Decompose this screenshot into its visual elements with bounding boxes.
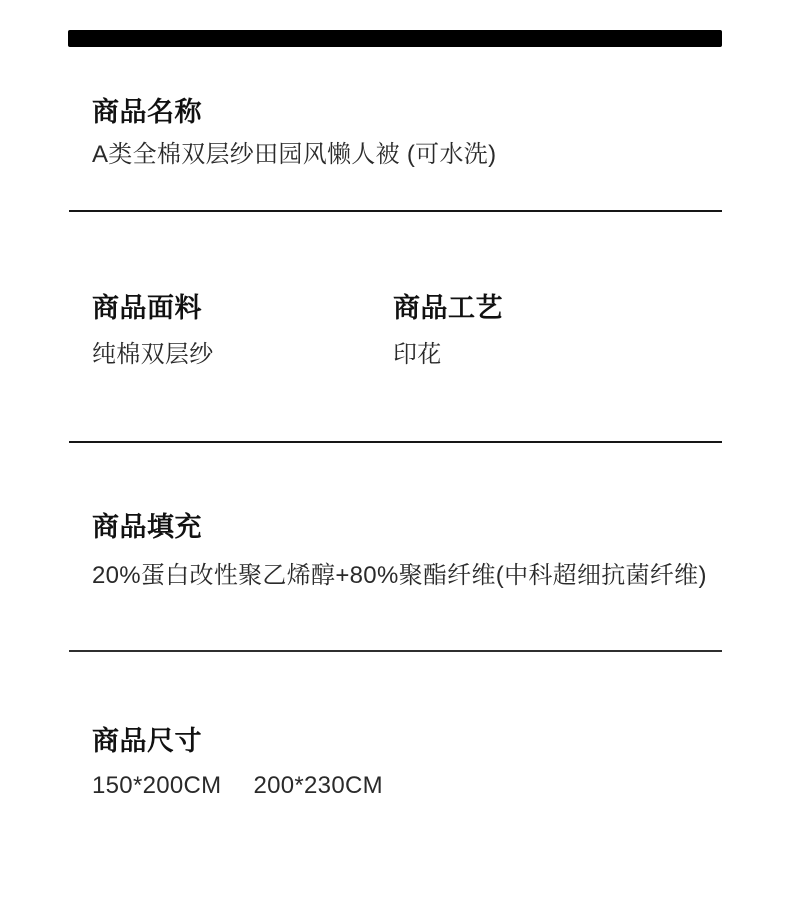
fabric-heading: 商品面料 — [92, 293, 202, 323]
filling-heading: 商品填充 — [92, 512, 202, 542]
size-heading: 商品尺寸 — [92, 726, 202, 756]
size-value-1: 150*200CM — [92, 772, 222, 799]
product-name-heading: 商品名称 — [92, 97, 202, 127]
divider-2 — [69, 441, 722, 443]
divider-3 — [69, 650, 722, 652]
craft-value: 印花 — [393, 341, 442, 368]
size-value-2: 200*230CM — [253, 772, 383, 799]
product-name-value: A类全棉双层纱田园风懒人被 (可水洗) — [92, 141, 497, 168]
size-values — [92, 772, 383, 800]
filling-value: 20%蛋白改性聚乙烯醇+80%聚酯纤维(中科超细抗菌纤维) — [92, 562, 707, 589]
fabric-value: 纯棉双层纱 — [92, 341, 214, 368]
top-separator-bar — [68, 30, 722, 47]
divider-1 — [69, 210, 722, 212]
craft-heading: 商品工艺 — [393, 293, 503, 323]
